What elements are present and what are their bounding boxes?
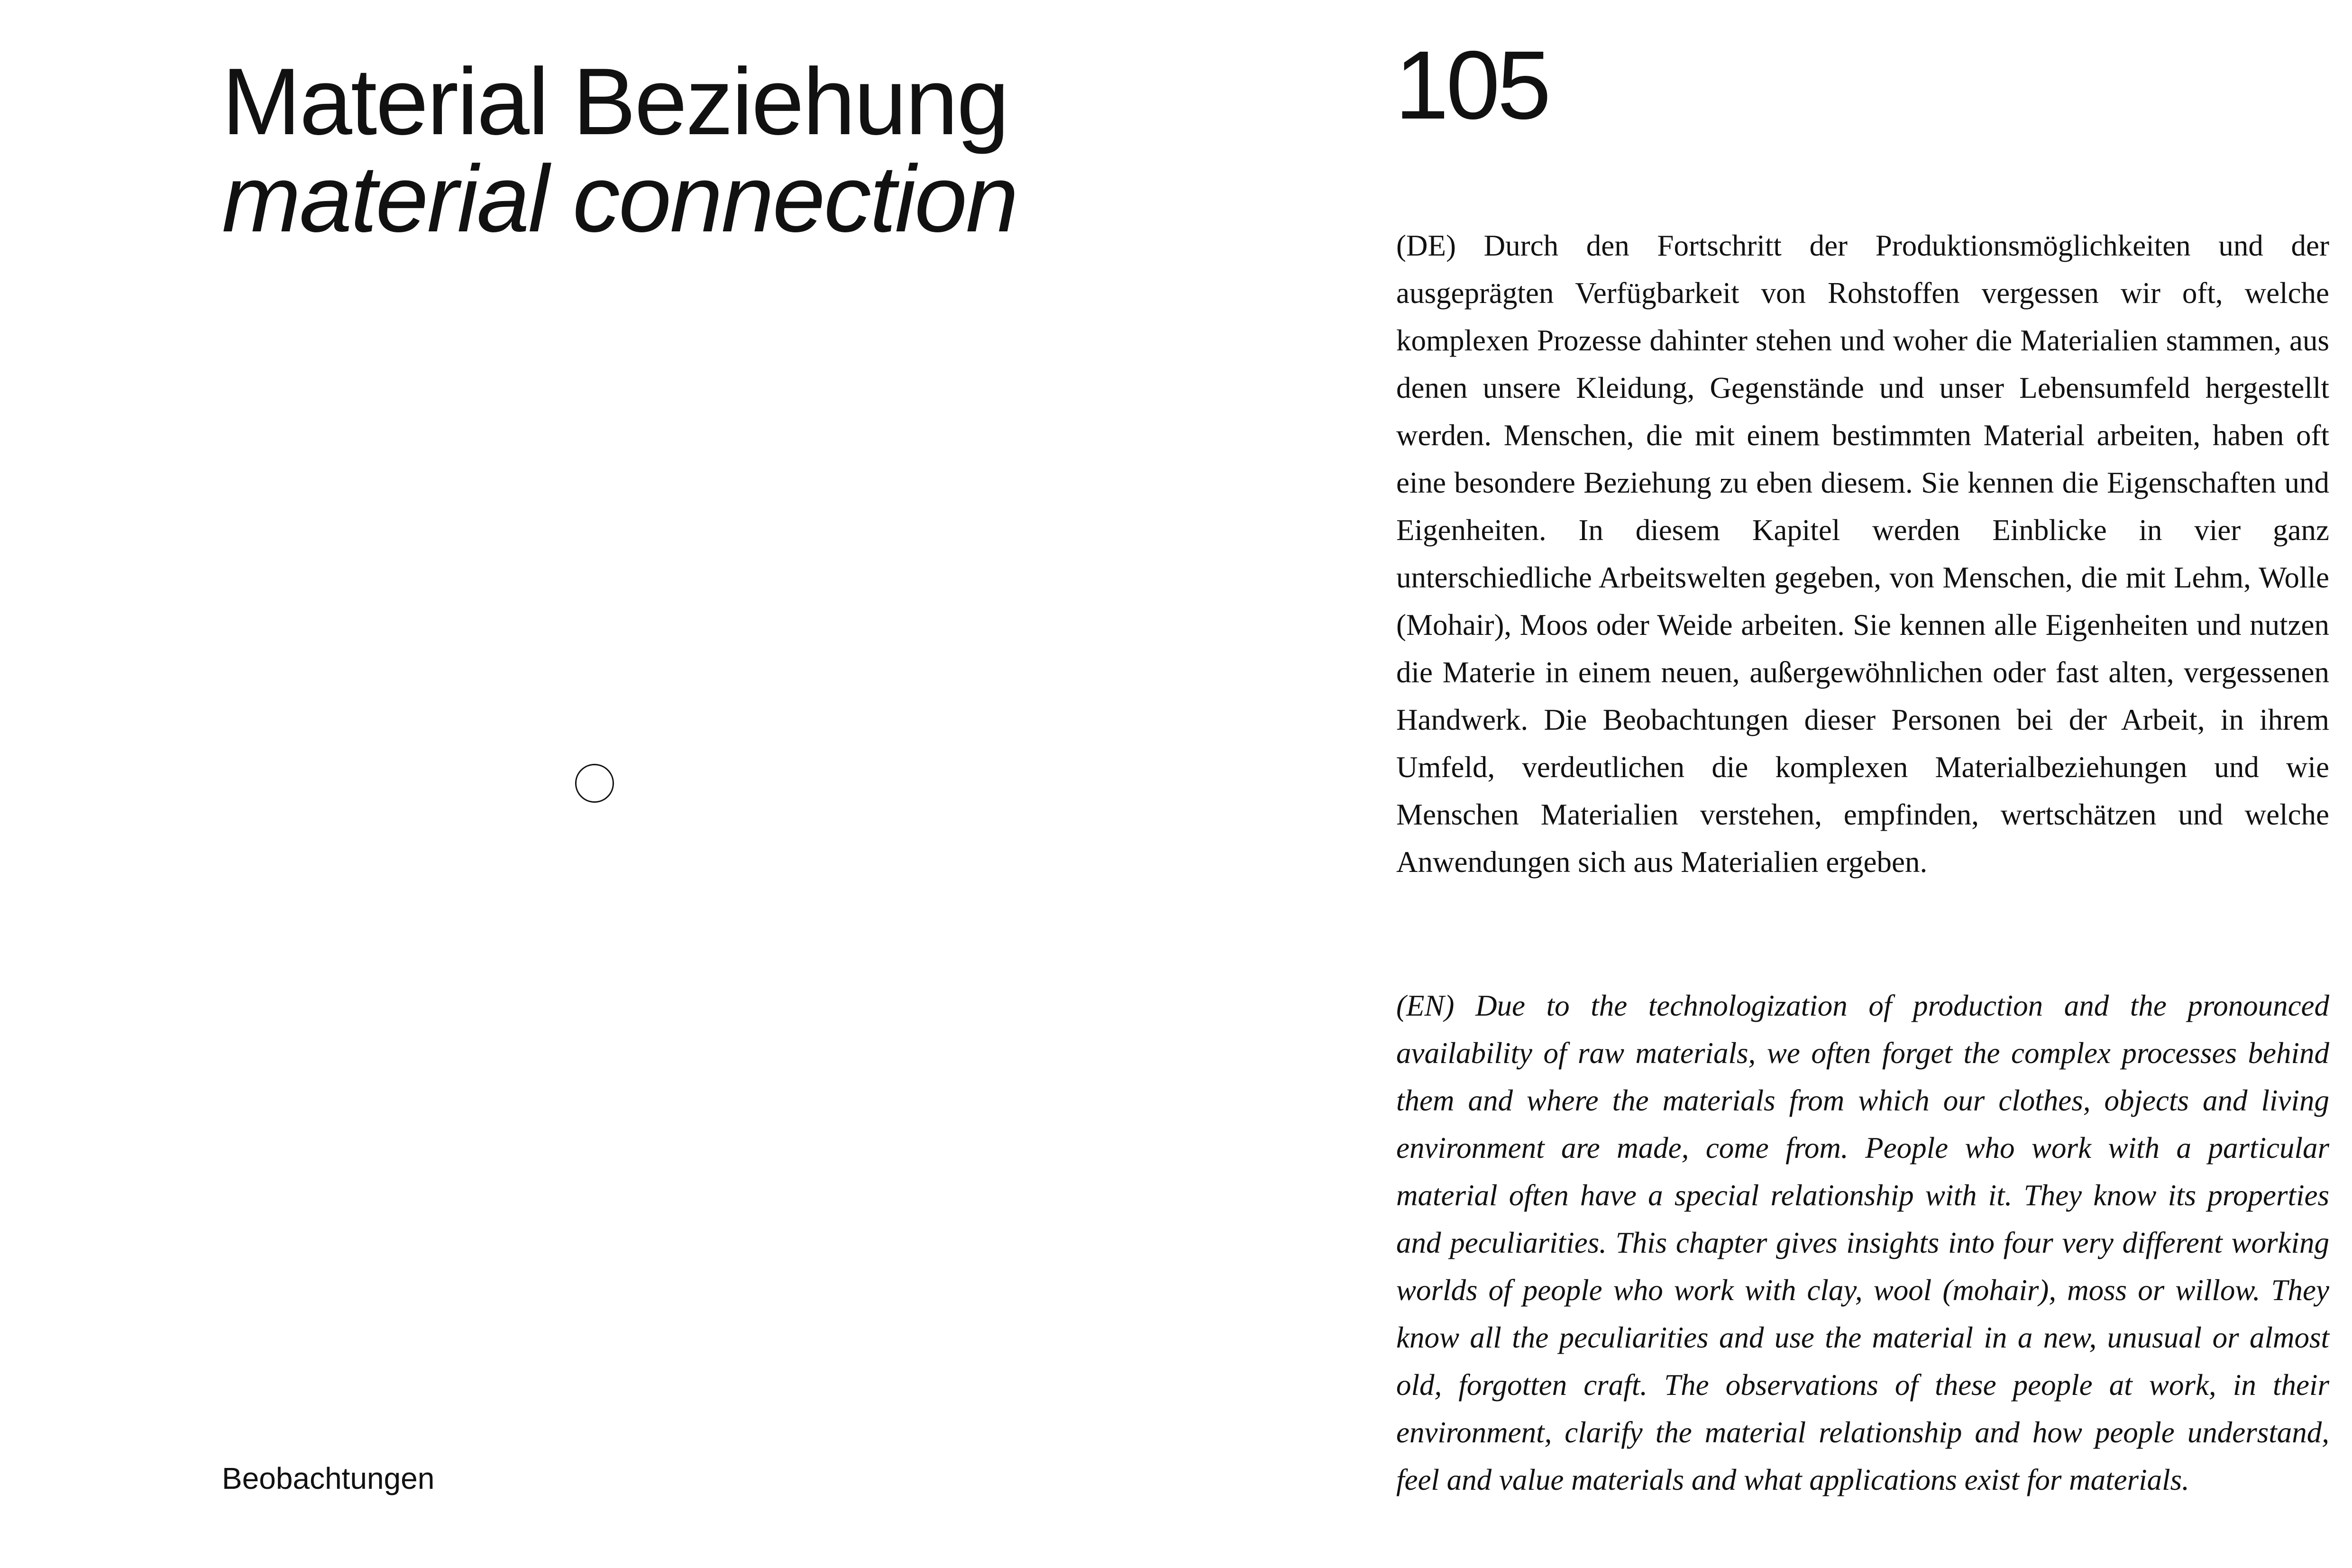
circle-marker-icon [575,764,614,803]
chapter-title-german: Material Beziehung [222,49,1008,155]
paragraph-german [1396,222,2329,886]
chapter-title [222,49,1017,252]
paragraph-english-text: (EN) Due to the technologization of production and the pronounced availability of raw materials, we often forget the complex processes behind them and where the materials from which our clothes, objects and living environment are made, come from. People who work with a particular material often have a special relationship with it. They know its properties and peculiarities. This chapter gives insights into four very different working worlds of people who work with clay, wool (mohair), moss or willow. They know all the peculiarities and use the material in a new, unusual or almost old, forgotten craft. The observations of these people at work, in their environment, clarify the material relationship and how people understand, feel and value materials and what applications exist for materials. [1396,989,2329,1496]
section-label: Beobachtungen [222,1461,435,1495]
paragraph-german-text: (DE) Durch den Fortschritt der Produktionsmöglichkeiten und der ausgeprägten Verfügbarkeit von Rohstoffen vergessen wir oft, welche komplexen Prozesse dahinter stehen und woher die Materialien stammen, aus denen unsere Kleidung, Gegenstände und unser Lebensumfeld hergestellt werden. Menschen, die mit einem bestimmten Material arbeiten, haben oft eine besondere Beziehung zu eben diesem. Sie kennen die Eigenschaften und Eigenheiten. In diesem Kapitel werden Einblicke in vier ganz unterschiedliche Arbeitswelten gegeben, von Menschen, die mit Lehm, Wolle (Mohair), Moos oder Weide arbeiten. Sie kennen alle Eigenheiten und nutzen die Materie in einem neuen, außergewöhnlichen oder fast alten, vergessenen Handwerk. Die Beobachtungen dieser Personen bei der Arbeit, in ihrem Umfeld, verdeutlichen die komplexen Materialbeziehungen und wie Menschen Materialien verstehen, empfinden, wertschätzen und welche Anwendungen sich aus Materialien ergeben. [1396,229,2329,879]
chapter-title-english: material connection [222,146,1017,252]
page-number: 105 [1395,31,1549,139]
paragraph-english [1396,982,2329,1504]
